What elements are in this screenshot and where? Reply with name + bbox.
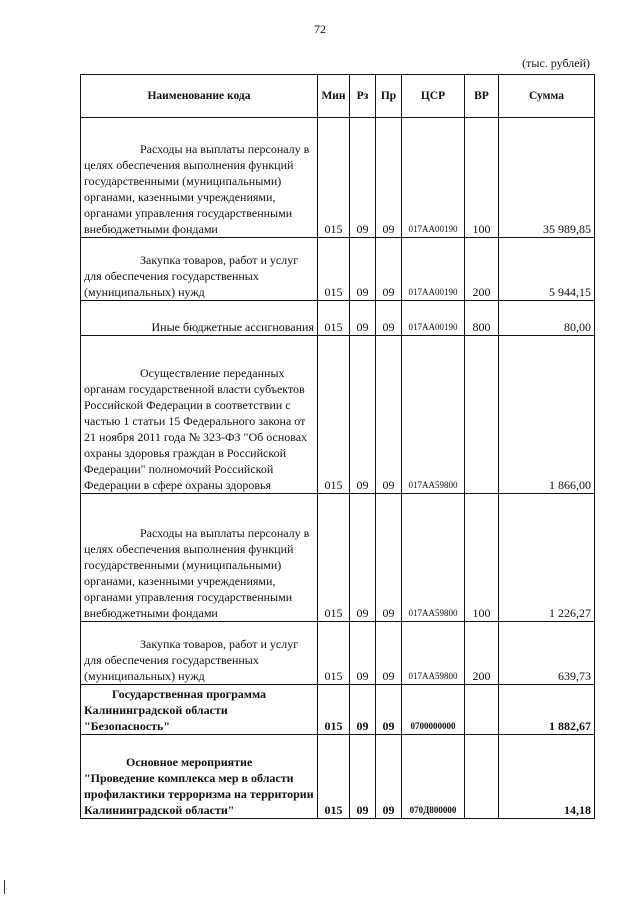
table-row bbox=[81, 118, 595, 238]
col-header-pr: Пр bbox=[376, 75, 402, 118]
row-min: 015 bbox=[318, 685, 350, 735]
row-csr: 017АА59800 bbox=[402, 494, 465, 622]
table-row bbox=[81, 685, 595, 735]
row-min: 015 bbox=[318, 735, 350, 819]
row-vr: 100 bbox=[465, 118, 499, 238]
row-csr: 017АА59800 bbox=[402, 622, 465, 685]
row-csr: 017АА00190 bbox=[402, 238, 465, 301]
row-vr: 800 bbox=[465, 301, 499, 336]
row-vr: 200 bbox=[465, 622, 499, 685]
table-row bbox=[81, 622, 595, 685]
table-row bbox=[81, 301, 595, 336]
row-pr: 09 bbox=[376, 735, 402, 819]
row-name: Государственная программа Калининградской области "Безопасность" bbox=[81, 685, 318, 735]
col-header-csr: ЦСР bbox=[402, 75, 465, 118]
row-name: Осуществление переданных органам государственной власти субъектов Российской Федерации в соответствии с частью 1 статьи 15 Федерального закона от 21 ноября 2011 года № 323-ФЗ "Об основах охраны здоровья граждан в Российской Федерации" полномочий Российской Федерации в сфере охраны здоровья bbox=[81, 336, 318, 494]
row-csr: 0700000000 bbox=[402, 685, 465, 735]
row-pr: 09 bbox=[376, 685, 402, 735]
row-csr: 017АА00190 bbox=[402, 118, 465, 238]
margin-mark bbox=[4, 880, 5, 894]
row-min: 015 bbox=[318, 494, 350, 622]
table-row bbox=[81, 336, 595, 494]
row-vr bbox=[465, 336, 499, 494]
row-min: 015 bbox=[318, 301, 350, 336]
table-row bbox=[81, 735, 595, 819]
row-pr: 09 bbox=[376, 238, 402, 301]
table-row bbox=[81, 238, 595, 301]
row-sum: 1 226,27 bbox=[499, 494, 595, 622]
row-csr: 017АА59800 bbox=[402, 336, 465, 494]
col-header-rz: Рз bbox=[350, 75, 376, 118]
row-vr: 200 bbox=[465, 238, 499, 301]
row-rz: 09 bbox=[350, 118, 376, 238]
col-header-sum: Сумма bbox=[499, 75, 595, 118]
row-rz: 09 bbox=[350, 301, 376, 336]
page-number: 72 bbox=[314, 22, 326, 36]
row-rz: 09 bbox=[350, 238, 376, 301]
row-sum: 639,73 bbox=[499, 622, 595, 685]
row-min: 015 bbox=[318, 118, 350, 238]
row-rz: 09 bbox=[350, 494, 376, 622]
row-pr: 09 bbox=[376, 622, 402, 685]
row-sum: 35 989,85 bbox=[499, 118, 595, 238]
row-vr: 100 bbox=[465, 494, 499, 622]
row-min: 015 bbox=[318, 238, 350, 301]
row-min: 015 bbox=[318, 622, 350, 685]
row-rz: 09 bbox=[350, 735, 376, 819]
col-header-name: Наименование кода bbox=[81, 75, 318, 118]
row-name: Расходы на выплаты персоналу в целях обеспечения выполнения функций государственными (муниципальными) органами, казенными учреждениями, органами управления государственными внебюджетными фондами bbox=[81, 118, 318, 238]
row-pr: 09 bbox=[376, 494, 402, 622]
row-name: Основное мероприятие "Проведение комплекса мер в области профилактики терроризма на территории Калининградской области" bbox=[81, 735, 318, 819]
row-min: 015 bbox=[318, 336, 350, 494]
row-name: Закупка товаров, работ и услуг для обеспечения государственных (муниципальных) нужд bbox=[81, 622, 318, 685]
budget-table bbox=[80, 74, 595, 819]
row-name: Расходы на выплаты персоналу в целях обеспечения выполнения функций государственными (муниципальными) органами, казенными учреждениями, органами управления государственными внебюджетными фондами bbox=[81, 494, 318, 622]
row-csr: 070Д800000 bbox=[402, 735, 465, 819]
row-rz: 09 bbox=[350, 685, 376, 735]
row-rz: 09 bbox=[350, 336, 376, 494]
row-sum: 80,00 bbox=[499, 301, 595, 336]
row-sum: 1 866,00 bbox=[499, 336, 595, 494]
row-pr: 09 bbox=[376, 301, 402, 336]
row-vr bbox=[465, 735, 499, 819]
row-pr: 09 bbox=[376, 118, 402, 238]
col-header-vr: ВР bbox=[465, 75, 499, 118]
row-name: Закупка товаров, работ и услуг для обеспечения государственных (муниципальных) нужд bbox=[81, 238, 318, 301]
row-csr: 017АА00190 bbox=[402, 301, 465, 336]
row-vr bbox=[465, 685, 499, 735]
row-rz: 09 bbox=[350, 622, 376, 685]
row-sum: 14,18 bbox=[499, 735, 595, 819]
table-header-row bbox=[81, 75, 595, 118]
col-header-min: Мин bbox=[318, 75, 350, 118]
row-sum: 5 944,15 bbox=[499, 238, 595, 301]
row-pr: 09 bbox=[376, 336, 402, 494]
row-sum: 1 882,67 bbox=[499, 685, 595, 735]
units-label: (тыс. рублей) bbox=[522, 56, 590, 70]
row-name: Иные бюджетные ассигнования bbox=[81, 301, 318, 336]
table-row bbox=[81, 494, 595, 622]
